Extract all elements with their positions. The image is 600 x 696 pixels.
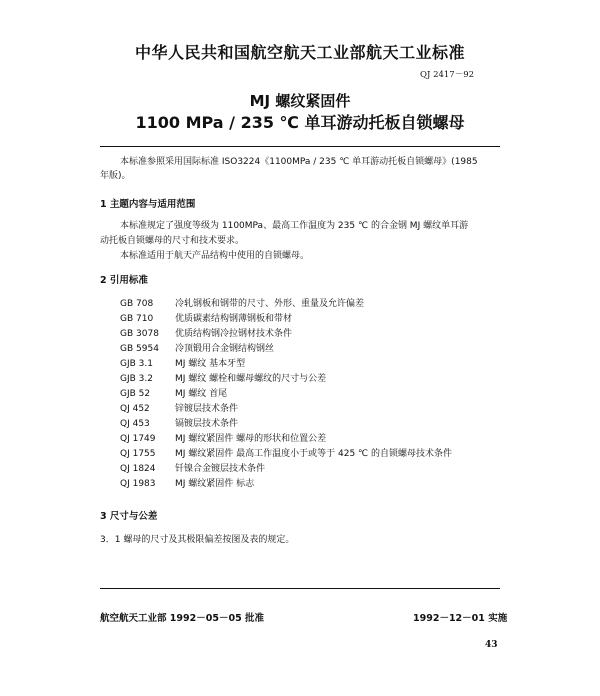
reference-item bbox=[120, 356, 245, 369]
reference-title: 冷轧钢板和钢带的尺寸、外形、重量及允许偏差 bbox=[175, 299, 365, 309]
reference-item bbox=[120, 476, 254, 489]
section1-heading: 1 主题内容与适用范围 bbox=[100, 199, 196, 210]
reference-code: QJ 1983 bbox=[120, 479, 156, 489]
section1-para2: 本标准适用于航天产品结构中使用的自锁螺母。 bbox=[120, 251, 310, 261]
section1-para1-line2: 动托板自锁螺母的尺寸和技术要求。 bbox=[100, 236, 245, 246]
reference-code: QJ 1755 bbox=[120, 449, 156, 459]
reference-item bbox=[120, 326, 292, 339]
reference-title: MJ 螺纹 螺栓和螺母螺纹的尺寸与公差 bbox=[175, 374, 327, 384]
reference-item bbox=[120, 296, 364, 309]
reference-item bbox=[120, 446, 452, 459]
reference-item bbox=[120, 431, 326, 444]
reference-item bbox=[120, 341, 274, 354]
reference-code: GB 5954 bbox=[120, 344, 159, 354]
reference-title: MJ 螺纹 首尾 bbox=[175, 389, 228, 399]
reference-code: GB 708 bbox=[120, 299, 154, 309]
bottom-divider bbox=[100, 588, 500, 589]
reference-title: MJ 螺纹 基本牙型 bbox=[175, 359, 246, 369]
reference-code: GJB 3.1 bbox=[120, 359, 153, 369]
reference-title: 锌镀层技术条件 bbox=[175, 404, 239, 414]
document-title-line2: 1100 MPa / 235 ℃ 单耳游动托板自锁螺母 bbox=[135, 113, 465, 132]
reference-title: MJ 螺纹紧固件 最高工作温度小于或等于 425 ℃ 的自锁螺母技术条件 bbox=[175, 449, 453, 459]
approval-date: 航空航天工业部 1992－05－05 批准 bbox=[100, 613, 264, 624]
reference-title: 优质结构钢冷拉钢材技术条件 bbox=[175, 329, 293, 339]
reference-title: MJ 螺纹紧固件 螺母的形状和位置公差 bbox=[175, 434, 327, 444]
standard-code: QJ 2417－92 bbox=[420, 70, 475, 80]
reference-item bbox=[120, 401, 238, 414]
intro-line1: 本标准参照采用国际标准 ISO3224《1100MPa / 235 ℃ 单耳游动托板自锁螺母》(1985 bbox=[120, 157, 478, 167]
page-number: 43 bbox=[485, 640, 498, 650]
reference-code: GB 710 bbox=[120, 314, 154, 324]
section3-heading: 3 尺寸与公差 bbox=[100, 511, 158, 522]
reference-code: GB 3078 bbox=[120, 329, 159, 339]
reference-title: 钎镍合金镀层技术条件 bbox=[175, 464, 266, 474]
section3-item-3-1: 3．1 螺母的尺寸及其极限偏差按图及表的规定。 bbox=[100, 535, 295, 545]
document-title-line1: MJ 螺纹紧固件 bbox=[249, 92, 351, 110]
reference-item bbox=[120, 386, 227, 399]
reference-code: GJB 3.2 bbox=[120, 374, 153, 384]
reference-title: 冷顶锻用合金钢结构钢丝 bbox=[175, 344, 275, 354]
reference-title: 优质碳素结构钢薄钢板和带材 bbox=[175, 314, 293, 324]
reference-code: QJ 453 bbox=[120, 419, 150, 429]
reference-code: QJ 1824 bbox=[120, 464, 156, 474]
reference-item bbox=[120, 461, 265, 474]
reference-code: QJ 452 bbox=[120, 404, 150, 414]
reference-item bbox=[120, 371, 326, 384]
top-divider bbox=[100, 146, 500, 147]
section1-para1-line1: 本标准规定了强度等级为 1100MPa、最高工作温度为 235 ℃ 的合金钢 MJ 螺纹单耳游 bbox=[120, 221, 469, 231]
reference-code: QJ 1749 bbox=[120, 434, 156, 444]
section2-heading: 2 引用标准 bbox=[100, 275, 148, 286]
standard-title: 中华人民共和国航空航天工业部航天工业标准 bbox=[134, 43, 465, 62]
reference-title: MJ 螺纹紧固件 标志 bbox=[175, 479, 255, 489]
reference-item bbox=[120, 416, 238, 429]
reference-item bbox=[120, 311, 292, 324]
effective-date: 1992－12－01 实施 bbox=[413, 613, 508, 624]
reference-title: 镉镀层技术条件 bbox=[175, 419, 239, 429]
intro-line2: 年版)。 bbox=[100, 171, 131, 181]
reference-code: GJB 52 bbox=[120, 389, 151, 399]
